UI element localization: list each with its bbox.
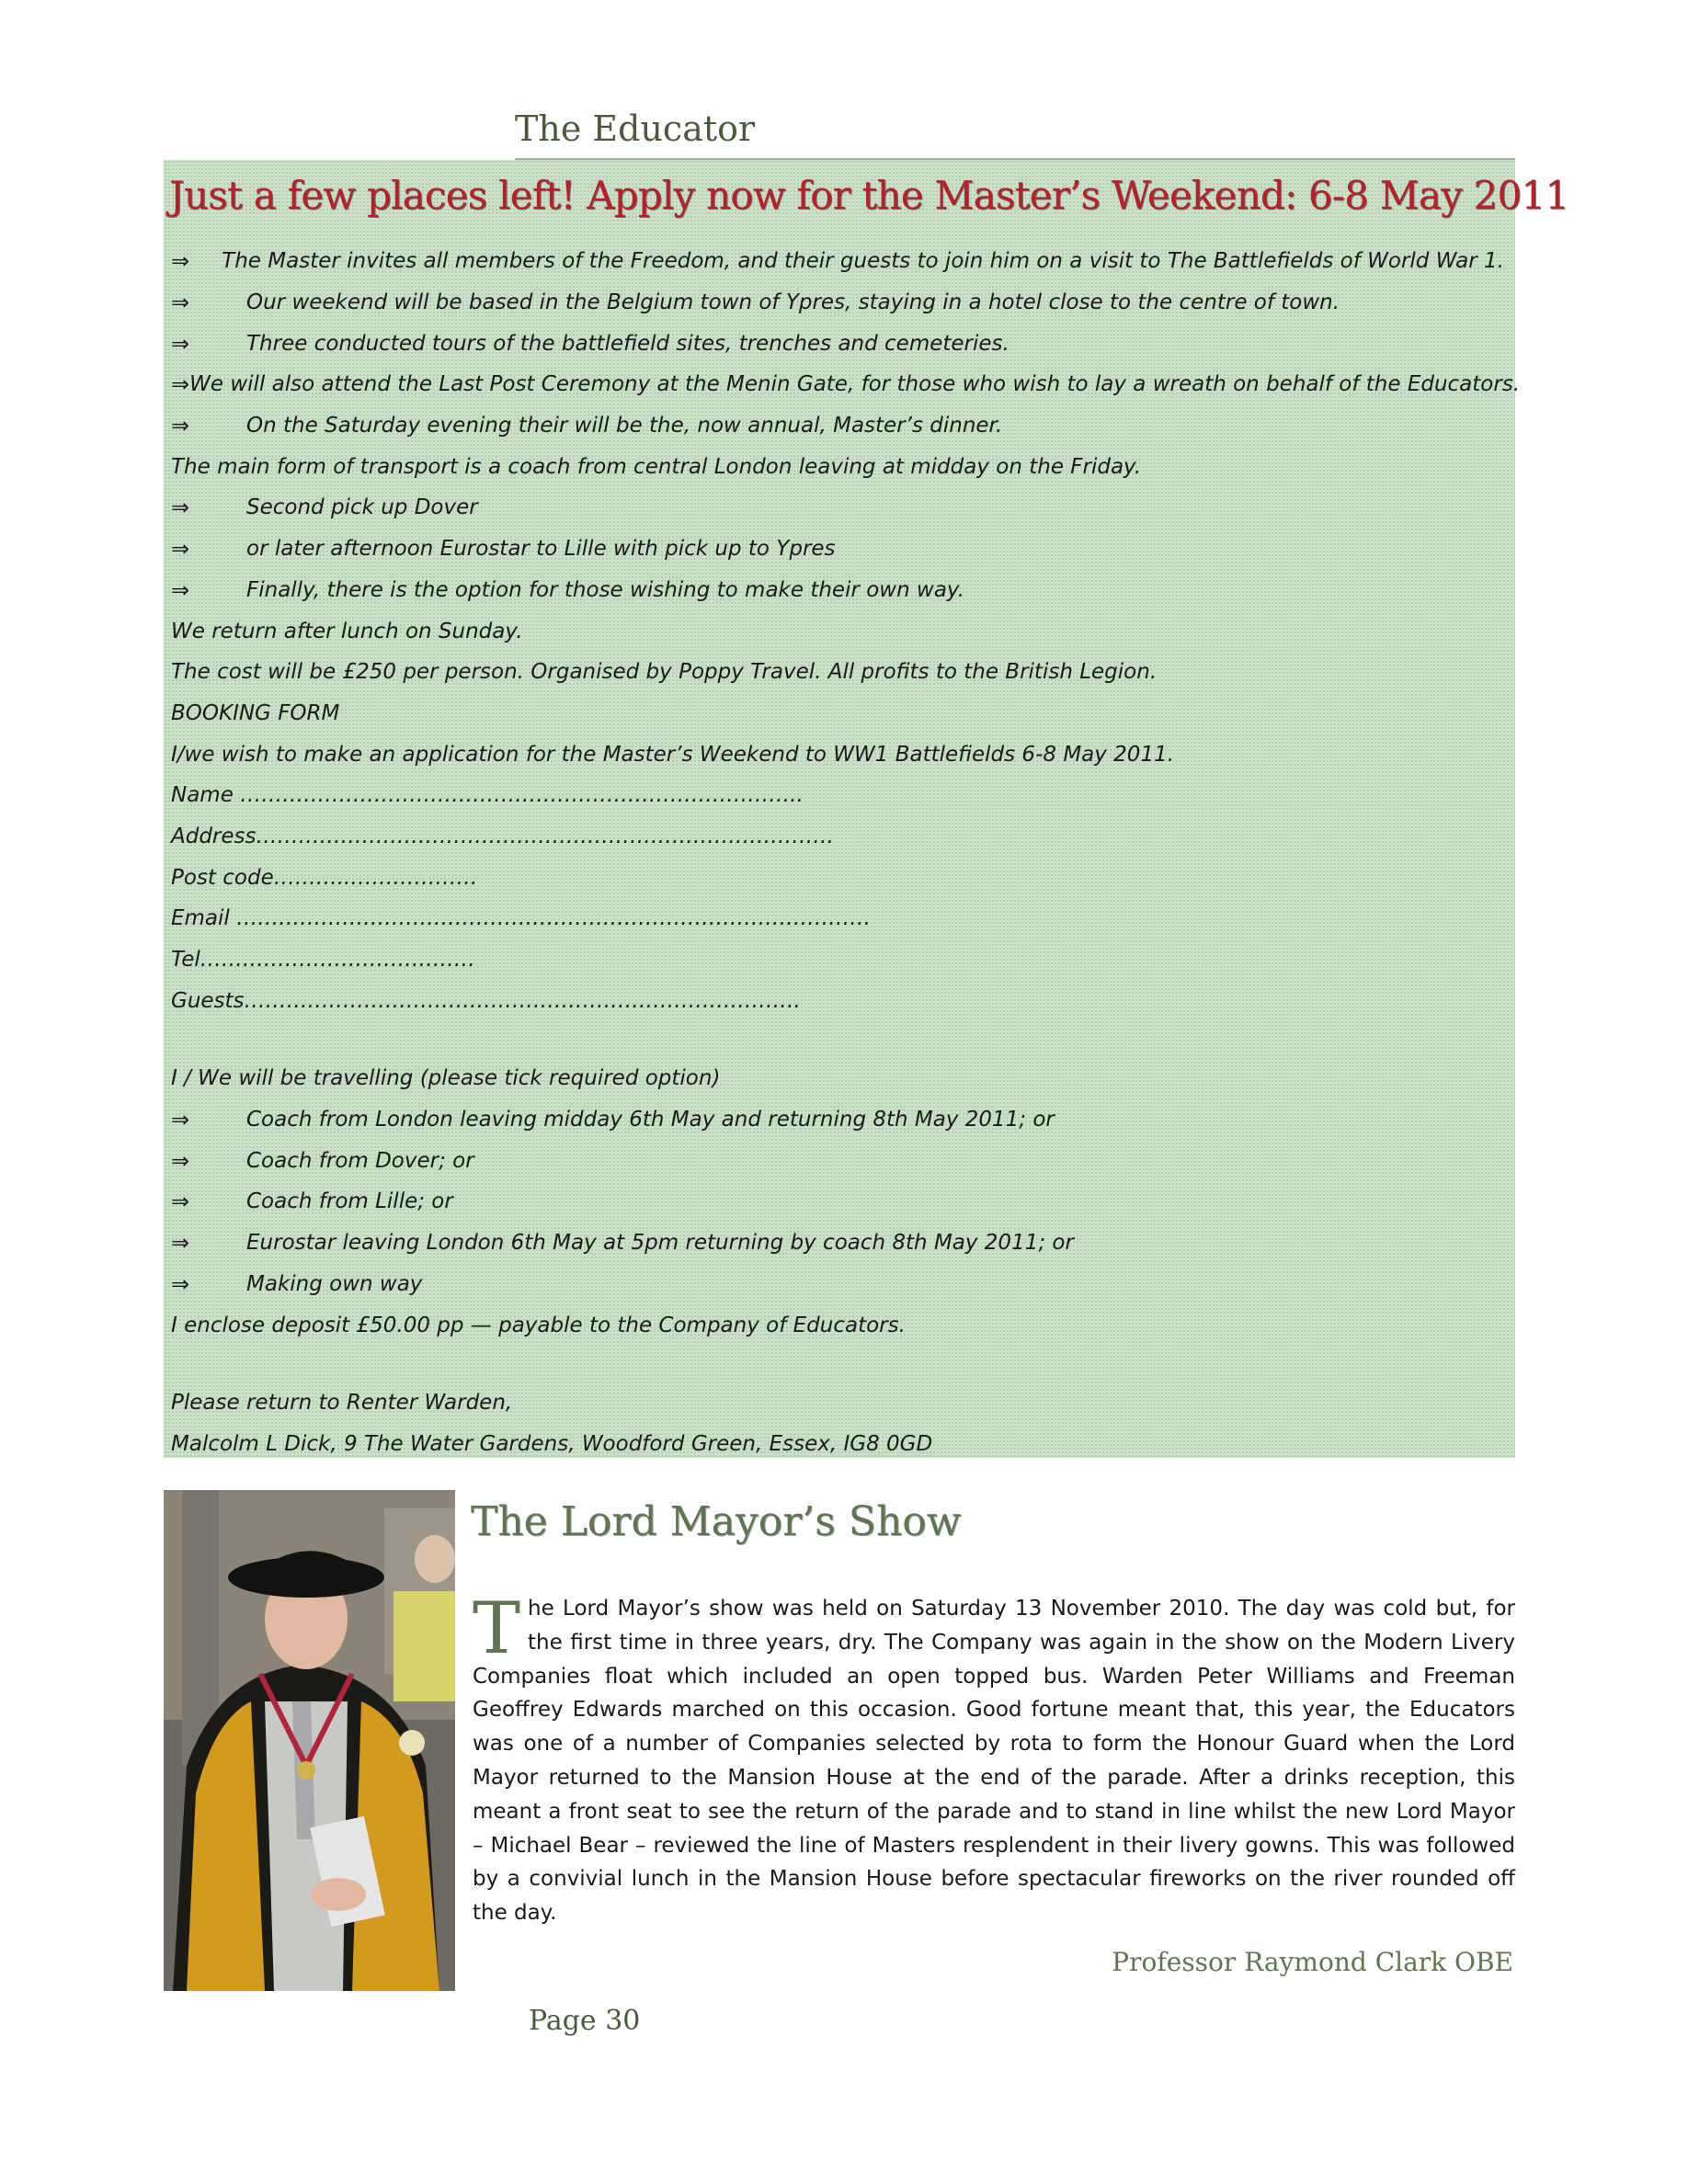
arrow-icon: ⇒ <box>171 290 190 316</box>
arrow-icon: ⇒ <box>171 495 190 521</box>
arrow-icon: ⇒ <box>171 1107 190 1133</box>
return-to-text: Please return to Renter Warden, <box>171 1391 513 1416</box>
masthead: The Educator <box>515 108 756 149</box>
page-number: Page 30 <box>529 2005 641 2037</box>
travel-option[interactable]: ⇒ Coach from London leaving midday 6th May and returning 8th May 2011; or <box>171 1107 1055 1133</box>
booking-form-heading: BOOKING FORM <box>171 700 340 725</box>
transport-bullet: ⇒ Finally, there is the option for those wishing to make their own way. <box>171 576 965 603</box>
notice-bullet: ⇒ Our weekend will be based in the Belgium town of Ypres, staying in a hotel close to the centre of town. <box>171 290 1340 316</box>
drop-cap: T <box>473 1587 521 1670</box>
notice-bullet: ⇒ The Master invites all members of the Freedom, and their guests to join him on a visit to The Battlefields of World War 1. <box>171 248 1504 275</box>
article-text: he Lord Mayor’s show was held on Saturday 13 November 2010. The day was cold but, for the first time in three years, dry. The Company was again in the show on the Modern Livery Companies float which included an open topped bus. Warden Peter Williams and Freeman Geoffrey Edwards marched on this occasion. Good fortune meant that, this year, the Educators was one of a number of Companies selected by rota to form the Honour Guard when the Lord Mayor returned to the Mansion House at the end of the parade. After a drinks reception, this meant a front seat to see the return of the parade and to stand in line whilst the new Lord Mayor – Michael Bear – reviewed the line of Masters resplendent in their livery gowns. This was followed by a convivial lunch in the Mansion House before spectacular fireworks on the river rounded off the day. <box>473 1597 1515 1926</box>
travel-intro: I / We will be travelling (please tick required option) <box>171 1066 721 1091</box>
transport-bullet: ⇒ or later afternoon Eurostar to Lille with pick up to Ypres <box>171 536 836 563</box>
spacer <box>171 1021 1504 1058</box>
arrow-icon: ⇒ <box>171 1230 190 1257</box>
form-field-guests[interactable]: Guests……………………………………………………………………. <box>171 988 801 1013</box>
deposit-text: I enclose deposit £50.00 pp — payable to the Company of Educators. <box>171 1313 906 1337</box>
masters-weekend-notice <box>164 160 1569 1458</box>
arrow-icon: ⇒ <box>171 413 190 439</box>
spacer <box>171 1346 1504 1382</box>
form-field-tel[interactable]: Tel………………………………… <box>171 948 475 973</box>
form-field-name[interactable]: Name …………………………………………………………………….. <box>171 783 804 808</box>
travel-option[interactable]: ⇒ Coach from Dover; or <box>171 1147 474 1174</box>
cost-text: The cost will be £250 per person. Organised by Poppy Travel. All profits to the British Legion. <box>171 660 1158 685</box>
article-body <box>473 1587 1515 1930</box>
arrow-icon: ⇒ <box>171 248 190 275</box>
form-field-address[interactable]: Address………………………………………………………………………. <box>171 824 834 848</box>
travel-option[interactable]: ⇒ Eurostar leaving London 6th May at 5pm returning by coach 8th May 2011; or <box>171 1230 1074 1257</box>
arrow-icon: ⇒ <box>171 1189 190 1215</box>
notice-bullet: ⇒ Three conducted tours of the battlefield sites, trenches and cemeteries. <box>171 330 1009 357</box>
arrow-icon: ⇒ <box>171 576 190 603</box>
article-author: Professor Raymond Clark OBE <box>1112 1947 1513 1977</box>
travel-option[interactable]: ⇒ Coach from Lille; or <box>171 1189 453 1215</box>
arrow-icon: ⇒ <box>171 330 190 357</box>
master-portrait-photo <box>164 1490 455 1991</box>
travel-option[interactable]: ⇒ Making own way <box>171 1270 423 1297</box>
arrow-icon: ⇒ <box>171 371 190 398</box>
return-text: We return after lunch on Sunday. <box>171 619 523 643</box>
banner-headline: Just a few places left! Apply now for the Master’s Weekend: 6-8 May 2011 <box>169 173 1569 218</box>
form-field-postcode[interactable]: Post code………..……………… <box>171 865 478 890</box>
transport-text: The main form of transport is a coach from central London leaving at midday on the Friday. <box>171 454 1142 479</box>
arrow-icon: ⇒ <box>171 1147 190 1174</box>
transport-bullet: ⇒ Second pick up Dover <box>171 495 478 521</box>
arrow-icon: ⇒ <box>171 536 190 563</box>
return-address: Malcolm L Dick, 9 The Water Gardens, Woodford Green, Essex, IG8 0GD <box>171 1431 933 1456</box>
application-text: I/we wish to make an application for the Master’s Weekend to WW1 Battlefields 6-8 May 2011. <box>171 742 1175 767</box>
form-field-email[interactable]: Email ……………………………………………………………………………… <box>171 906 872 931</box>
notice-bullet: ⇒ We will also attend the Last Post Ceremony at the Menin Gate, for those who wish to lay a wreath on behalf of the Educators. <box>171 371 1521 398</box>
arrow-icon: ⇒ <box>171 1270 190 1297</box>
notice-bullet: ⇒ On the Saturday evening their will be the, now annual, Master’s dinner. <box>171 413 1003 439</box>
notice-lines <box>171 241 1521 1464</box>
article-title: The Lord Mayor’s Show <box>471 1498 962 1545</box>
